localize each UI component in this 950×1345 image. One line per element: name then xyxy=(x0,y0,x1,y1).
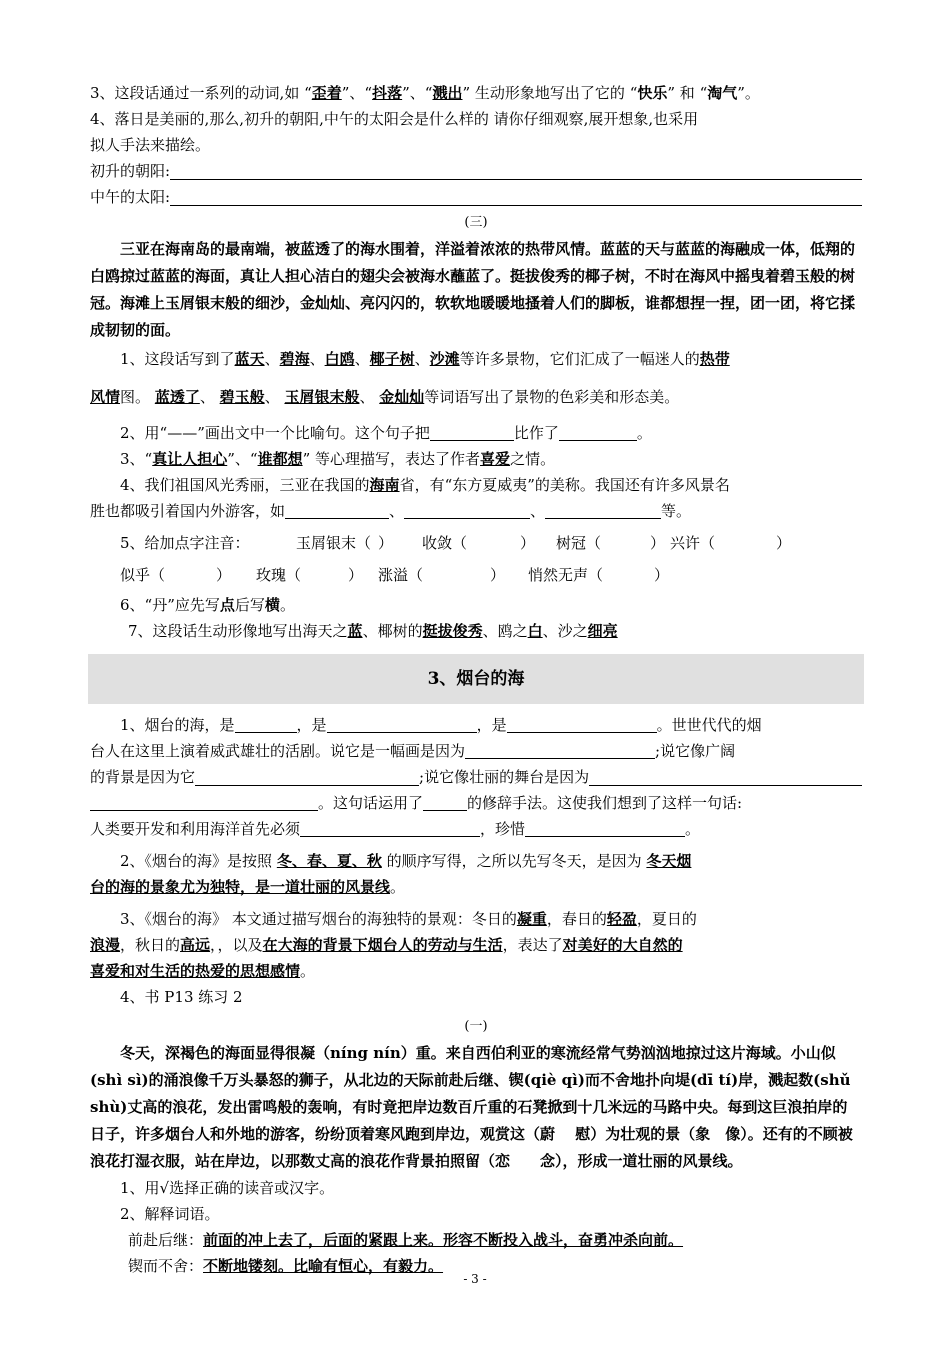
blank[interactable] xyxy=(195,769,419,786)
page-number: - 3 - xyxy=(463,1272,487,1286)
section-heading-1: (一) xyxy=(464,1019,488,1034)
word-def-2: 锲而不舍：不断地镂刻。比喻有恒心，有毅力。 xyxy=(128,1257,444,1275)
s4-q2-line2: 台的海的景象尤为独特，是一道壮丽的风景线。 xyxy=(90,878,406,896)
s3-q4-line2: 胜也都吸引着国内外游客，如 、 、 等。 xyxy=(90,502,692,520)
s4-q3-line1: 3、《烟台的海》 本文通过描写烟台的海独特的景观：冬日的凝重，春日的轻盈，夏日的 xyxy=(120,910,697,928)
blank[interactable] xyxy=(525,820,685,837)
blank[interactable] xyxy=(300,820,480,837)
noon-answer-row: 中午的太阳: xyxy=(90,184,862,210)
s4-q2-line1: 2、《烟台的海》是按照 冬、春、夏、秋 的顺序写得，之所以先写冬天，是因为 冬天烟 xyxy=(120,852,692,870)
blank[interactable] xyxy=(559,424,637,441)
blank[interactable] xyxy=(589,767,862,786)
s3-q5-row2: 似乎（ ） 玫瑰（ ） 涨溢（ ） 悄然无声（ ） xyxy=(120,566,670,584)
s3-q6: 6、“丹”应先写点后写横。 xyxy=(120,596,295,614)
s3-q5-row1: 5、给加点字注音： 玉屑银末（ ） 收敛（ ） 树冠（ ） 兴许（ ） xyxy=(120,534,792,552)
s2-q3: 3、这段话通过一系列的动词,如 “歪着”、“抖落”、“溅出” 生动形象地写出了它的 “快乐” 和 “淘气”。 xyxy=(90,84,760,102)
blank[interactable] xyxy=(423,794,467,811)
blank[interactable] xyxy=(235,716,297,733)
blank[interactable] xyxy=(507,716,657,733)
blank[interactable] xyxy=(545,502,661,519)
section-heading-3: (三) xyxy=(464,215,488,230)
s4-q1-line5: 人类要开发和利用海洋首先必须 ，珍惜 。 xyxy=(90,820,701,838)
blank[interactable] xyxy=(90,794,318,811)
s3-q2: 2、用“——”画出文中一个比喻句。这个句子把 比作了 。 xyxy=(120,424,652,442)
s4-q1-line3: 的背景是因为它 ;说它像壮丽的舞台是因为 xyxy=(90,764,862,790)
s2-q4-line2: 拟人手法来描绘。 xyxy=(90,136,211,154)
s4-q3-line2: 浪漫，秋日的高远，，以及在大海的背景下烟台人的劳动与生活，表达了对美好的大自然的 xyxy=(90,936,683,954)
lesson-title-banner xyxy=(88,654,864,704)
word-def-1: 前赴后继：前面的冲上去了，后面的紧跟上来。形容不断投入战斗，奋勇冲杀向前。 xyxy=(128,1231,684,1249)
blank[interactable] xyxy=(285,502,389,519)
blank[interactable] xyxy=(430,424,514,441)
s4-q3-line3: 喜爱和对生活的热爱的思想感情。 xyxy=(90,962,316,980)
s3-q1-line1: 1、这段话写到了蓝天、碧海、白鸥、椰子树、沙滩等许多景物，它们汇成了一幅迷人的热带 xyxy=(120,350,730,368)
blank[interactable] xyxy=(404,502,530,519)
yantai-passage: 冬天，深褐色的海面显得很凝（níng nín）重。来自西伯利亚的寒流经常气势汹汹地掠过这片海域。小山似(shì sì)的涌浪像千万头暴怒的狮子，从北边的天际前赴后继、锲(qiè qì)而不舍地扑向堤(dī tí)岸，溅起数(shǔ shù)丈高的浪花，发出雷鸣般的轰响，有时竟把岸边数百斤重的石凳掀到十几米远的马路中央。每到这巨浪拍岸的日子，许多烟台人和外地的游客，纷纷顶着寒风跑到岸边，观赏这（蔚 慰）为壮观的景（象 像）。还有的不顾被浪花打湿衣服，站在岸边，以那数丈高的浪花作背景拍照留（恋 念），形成一道壮丽的风景线。 xyxy=(90,1044,853,1170)
s4-q4: 4、书 P13 练习 2 xyxy=(120,988,243,1006)
sunrise-answer-row: 初升的朝阳: xyxy=(90,158,862,184)
s3-q4-line1: 4、我们祖国风光秀丽，三亚在我国的海南省，有“东方夏威夷”的美称。我国还有许多风景名 xyxy=(120,476,730,494)
page-content xyxy=(90,80,862,1279)
s4-q1-line2: 台人在这里上演着威武雄壮的活剧。说它是一幅画是因为 ;说它像广阔 xyxy=(90,742,736,760)
sunrise-answer-line[interactable] xyxy=(170,161,862,180)
blank[interactable] xyxy=(327,716,477,733)
sanya-passage: 三亚在海南岛的最南端，被蓝透了的海水围着，洋溢着浓浓的热带风情。蓝蓝的天与蓝蓝的海融成一体，低翔的白鸥掠过蓝蓝的海面，真让人担心洁白的翅尖会被海水蘸蓝了。挺拔俊秀的椰子树，不时在海风中摇曳着碧玉般的树冠。海滩上玉屑银末般的细沙，金灿灿、亮闪闪的，软软地暖暖地搔着人们的脚板，谁都想捏一捏，团一团，将它揉成韧韧的面。 xyxy=(90,240,856,339)
s3-q3: 3、“真让人担心”、“谁都想” 等心理描写，表达了作者喜爱之情。 xyxy=(120,450,556,468)
s5-q1: 1、用√选择正确的读音或汉字。 xyxy=(120,1179,335,1197)
s3-q1-line2: 风情图。 蓝透了、 碧玉般、 玉屑银末般、 金灿灿等词语写出了景物的色彩美和形态美。 xyxy=(90,388,680,406)
blank[interactable] xyxy=(465,742,655,759)
noon-answer-line[interactable] xyxy=(170,187,862,206)
s4-q1-line4: 。这句话运用了 的修辞手法。这使我们想到了这样一句话: xyxy=(90,790,862,816)
s5-q2: 2、解释词语。 xyxy=(120,1205,220,1223)
lesson-title: 3、烟台的海 xyxy=(427,669,525,689)
s3-q7: 7、这段话生动形像地写出海天之蓝、椰树的挺拔俊秀、鸥之白、沙之细亮 xyxy=(128,622,618,640)
s4-q1-line1: 1、烟台的海，是 ，是 ，是 。世世代代的烟 xyxy=(120,716,762,734)
s2-q4-line1: 4、落日是美丽的,那么,初升的朝阳,中午的太阳会是什么样的 请你仔细观察,展开想象,也采用 xyxy=(90,110,699,128)
